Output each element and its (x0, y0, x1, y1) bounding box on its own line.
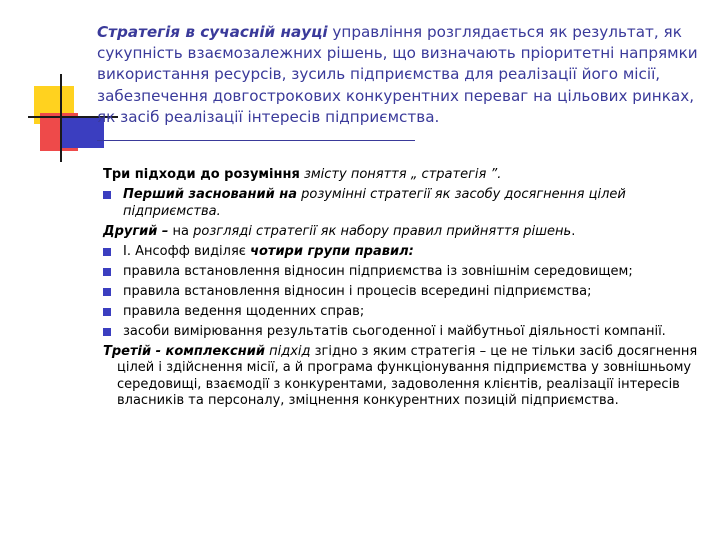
list-item-first (103, 187, 703, 220)
intro-bold: Три підходи до розуміння (103, 167, 300, 182)
slide-title (97, 22, 702, 128)
rule-text: правила встановлення відносин і процесів всередині підприємства; (123, 283, 592, 299)
intro-line (103, 167, 703, 184)
slide-body (103, 167, 703, 413)
first-italic: розумінні стратегії як засобу досягнення цілей підприємства. (123, 187, 626, 219)
title-lead: Стратегія в сучасній науці (97, 23, 328, 41)
ansoff-bold: чотири групи правил: (250, 243, 414, 259)
list-item-rule (103, 324, 703, 341)
rule-text: правила встановлення відносин підприємства із зовнішнім середовищем; (123, 263, 633, 279)
rule-text: засоби вимірювання результатів сьогоденної і майбутньої діяльності компанії. (123, 323, 666, 339)
list-item-rule (103, 284, 703, 301)
ansoff-normal: І. Ансофф виділяє (123, 243, 251, 259)
square-bullet-icon (103, 328, 111, 336)
list-item-rule (103, 304, 703, 321)
second-italic: розгляді стратегії як набору правил прийняття рішень (193, 223, 572, 239)
third-paragraph (103, 344, 703, 410)
square-bullet-icon (103, 308, 111, 316)
second-normal: на (168, 223, 194, 239)
list-item-rule (103, 264, 703, 281)
first-bold: Перший заснований на (123, 187, 297, 202)
square-bullet-icon (103, 268, 111, 276)
square-bullet-icon (103, 288, 111, 296)
third-normal: згідно з яким стратегія – це не тільки засіб досягнення цілей і здійснення місії, а й програма функціонування підприємства у зовнішньому середовищі, взаємодії з конкурентами, задоволення клієнтів, реалізації інтересів власників та персоналу, зміцнення конкурентних позицій підприємства. (117, 343, 698, 408)
list-item-ansoff (103, 244, 703, 261)
second-line (103, 224, 703, 241)
intro-italic: змісту поняття „ стратегія ”. (299, 167, 502, 182)
vertical-rule (60, 74, 62, 162)
rule-text: правила ведення щоденних справ; (123, 303, 365, 319)
title-strike-line (97, 140, 415, 141)
third-bold: Третій - комплексний (103, 343, 265, 359)
title-rest: управління розглядається як результат, як сукупність взаємозалежних рішень, що визначають пріоритетні напрямки використання ресурсів, зусиль підприємства для реалізації його місії, забезпечення довгострокових конкурентних переваг на цільових ринках, як засіб реалізації інтересів підприємства. (97, 23, 698, 126)
second-bold: Другий – (103, 223, 169, 239)
square-bullet-icon (103, 191, 111, 199)
second-end: . (571, 223, 576, 239)
third-italic: підхід (264, 343, 311, 359)
square-bullet-icon (103, 248, 111, 256)
